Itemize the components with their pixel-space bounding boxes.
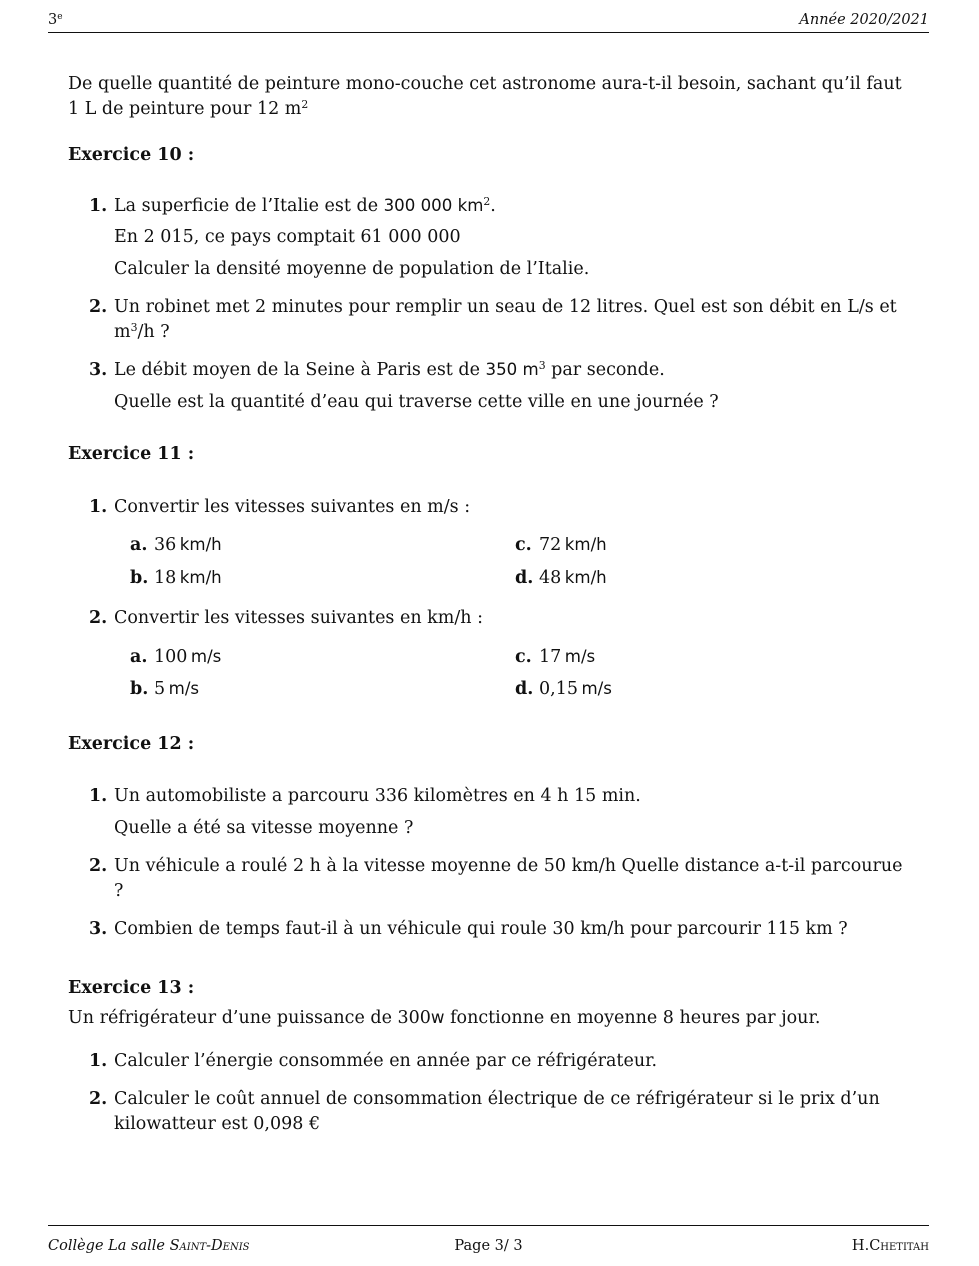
exercise-intro: Un réfrigérateur d’une puissance de 300w fonctionne en moyenne 8 heures par jour. [68, 1008, 821, 1028]
class-level: 3e [48, 12, 63, 28]
page-header [48, 10, 929, 33]
conversion-item: a. 36 km/h [130, 535, 222, 555]
conversion-grid [130, 533, 911, 590]
exercise-title: Exercice 10 : [68, 145, 195, 165]
conversion-item: c. 17 m/s [515, 646, 596, 667]
question-item: 1. Un automobiliste a parcouru 336 kilomètres en 4 h 15 min. Quelle a été sa vitesse moyenne ? [89, 786, 641, 838]
conversion-item: d. 48 km/h [515, 567, 607, 588]
question-list [68, 495, 911, 702]
conversion-item: d. 0,15 m/s [515, 679, 612, 699]
question-item: 2. Un véhicule a roulé 2 h à la vitesse moyenne de 50 km/h Quelle distance a-t-il parcourue ? [89, 856, 903, 901]
author-name: H.Chetitah [851, 1238, 929, 1254]
exercise-13 [68, 976, 911, 1137]
question-item: 3. Combien de temps faut-il à un véhicule qui roule 30 km/h pour parcourir 115 km ? [89, 919, 848, 939]
conversion-grid [130, 645, 911, 702]
exercise-12 [68, 732, 911, 942]
conversion-item: c. 72 km/h [515, 535, 607, 555]
question-item: 2. Calculer le coût annuel de consommation électrique de ce réfrigérateur si le prix d’un kilowatteur est 0,098 € [89, 1089, 880, 1134]
conversion-item: b. 18 km/h [130, 567, 222, 588]
exercise-title: Exercice 11 : [68, 444, 195, 464]
question-list [68, 194, 911, 415]
exercise-title: Exercice 12 : [68, 733, 195, 754]
school-name: Collège La salle Saint-Denis [48, 1238, 250, 1254]
exercise-10 [68, 143, 911, 414]
question-item: 1. Calculer l’énergie consommée en année par ce réfrigérateur. [89, 1050, 658, 1071]
question-list [68, 1049, 911, 1137]
question-item: 3. Le débit moyen de la Seine à Paris est de 350 $m^3$ par seconde. Quelle est la quantité d’eau qui traverse cette ville en une journée ? [89, 359, 719, 412]
page-footer [48, 1225, 929, 1254]
question-item: 2. Convertir les vitesses suivantes en km/h : a. 100 m/s c. 17 m/s b. 5 m/s d. 0,15 m/s [114, 606, 911, 702]
exercise-11 [68, 442, 911, 702]
question-item: 1. Convertir les vitesses suivantes en m/s : a. 36 km/h c. 72 km/h b. 18 km/h d. 48 km/h [114, 495, 911, 591]
question-list [68, 784, 911, 942]
school-year: Année 2020/2021 [799, 12, 929, 28]
exercise-title: Exercice 13 : [68, 977, 195, 998]
intro-paragraph: De quelle quantité de peinture mono-couche cet astronome aura-t-il besoin, sachant qu’il faut 1 L de peinture pour 12 $m^2$ [68, 74, 902, 119]
page-content [68, 72, 911, 1150]
question-item: 2. Un robinet met 2 minutes pour remplir un seau de 12 litres. Quel est son débit en L/s et $m^3/h$ ? [89, 297, 897, 342]
conversion-item: b. 5 m/s [130, 679, 200, 699]
conversion-item: a. 100 m/s [130, 646, 222, 667]
page-number: Page 3/ 3 [454, 1238, 523, 1254]
question-item: 1. La superficie de l’Italie est de 300 000 $km^2$. En 2 015, ce pays comptait 61 000 000 Calculer la densité moyenne de population de l’Italie. [89, 194, 590, 279]
